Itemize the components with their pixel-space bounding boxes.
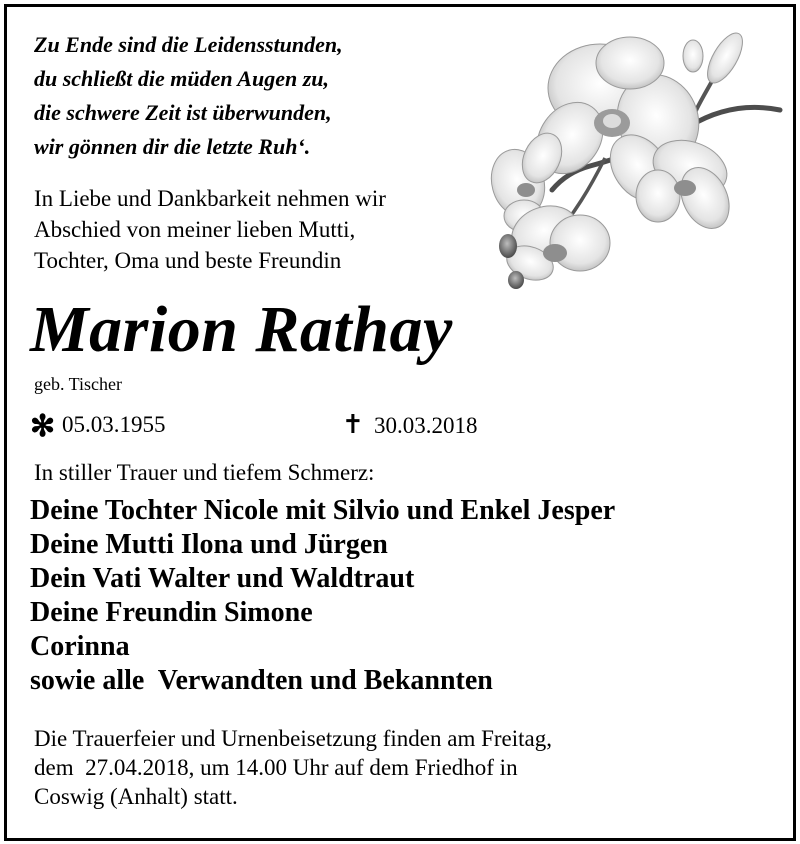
mourner-line: Deine Freundin Simone xyxy=(30,597,313,628)
mourner-line: Dein Vati Walter und Waldtraut xyxy=(30,563,415,594)
birth-star-icon: ✻ xyxy=(30,410,56,443)
funeral-line: Coswig (Anhalt) statt. xyxy=(34,784,238,809)
funeral-notice xyxy=(34,724,552,811)
funeral-line: Die Trauerfeier und Urnenbeisetzung finden am Freitag, xyxy=(34,726,552,751)
poem-line: die schwere Zeit ist überwunden, xyxy=(34,100,332,125)
intro-line: Tochter, Oma und beste Freundin xyxy=(34,248,342,273)
poem-line: du schließt die müden Augen zu, xyxy=(34,66,330,91)
mourner-line: Deine Mutti Ilona und Jürgen xyxy=(30,529,388,560)
funeral-line: dem 27.04.2018, um 14.00 Uhr auf dem Friedhof in xyxy=(34,755,518,780)
mourner-line: sowie alle Verwandten und Bekannten xyxy=(30,665,493,696)
death-date: 30.03.2018 xyxy=(374,413,478,438)
farewell-intro xyxy=(34,183,386,276)
deceased-name: Marion Rathay xyxy=(30,293,453,366)
intro-line: In Liebe und Dankbarkeit nehmen wir xyxy=(34,186,386,211)
life-dates xyxy=(30,410,550,443)
poem-line: wir gönnen dir die letzte Ruh‘. xyxy=(34,134,311,159)
mourning-intro: In stiller Trauer und tiefem Schmerz: xyxy=(34,460,375,485)
memorial-poem xyxy=(34,28,343,164)
intro-line: Abschied von meiner lieben Mutti, xyxy=(34,217,356,242)
mourner-line: Deine Tochter Nicole mit Silvio und Enkel Jesper xyxy=(30,495,616,526)
death-date-group xyxy=(342,410,478,441)
orchid-image xyxy=(480,18,790,293)
birth-date-group xyxy=(30,410,166,442)
mourners-list xyxy=(30,494,615,698)
mourner-line: Corinna xyxy=(30,631,130,662)
cross-icon: ✝ xyxy=(342,410,364,439)
maiden-name: geb. Tischer xyxy=(34,374,123,394)
birth-date: 05.03.1955 xyxy=(62,412,166,437)
poem-line: Zu Ende sind die Leidensstunden, xyxy=(34,32,343,57)
